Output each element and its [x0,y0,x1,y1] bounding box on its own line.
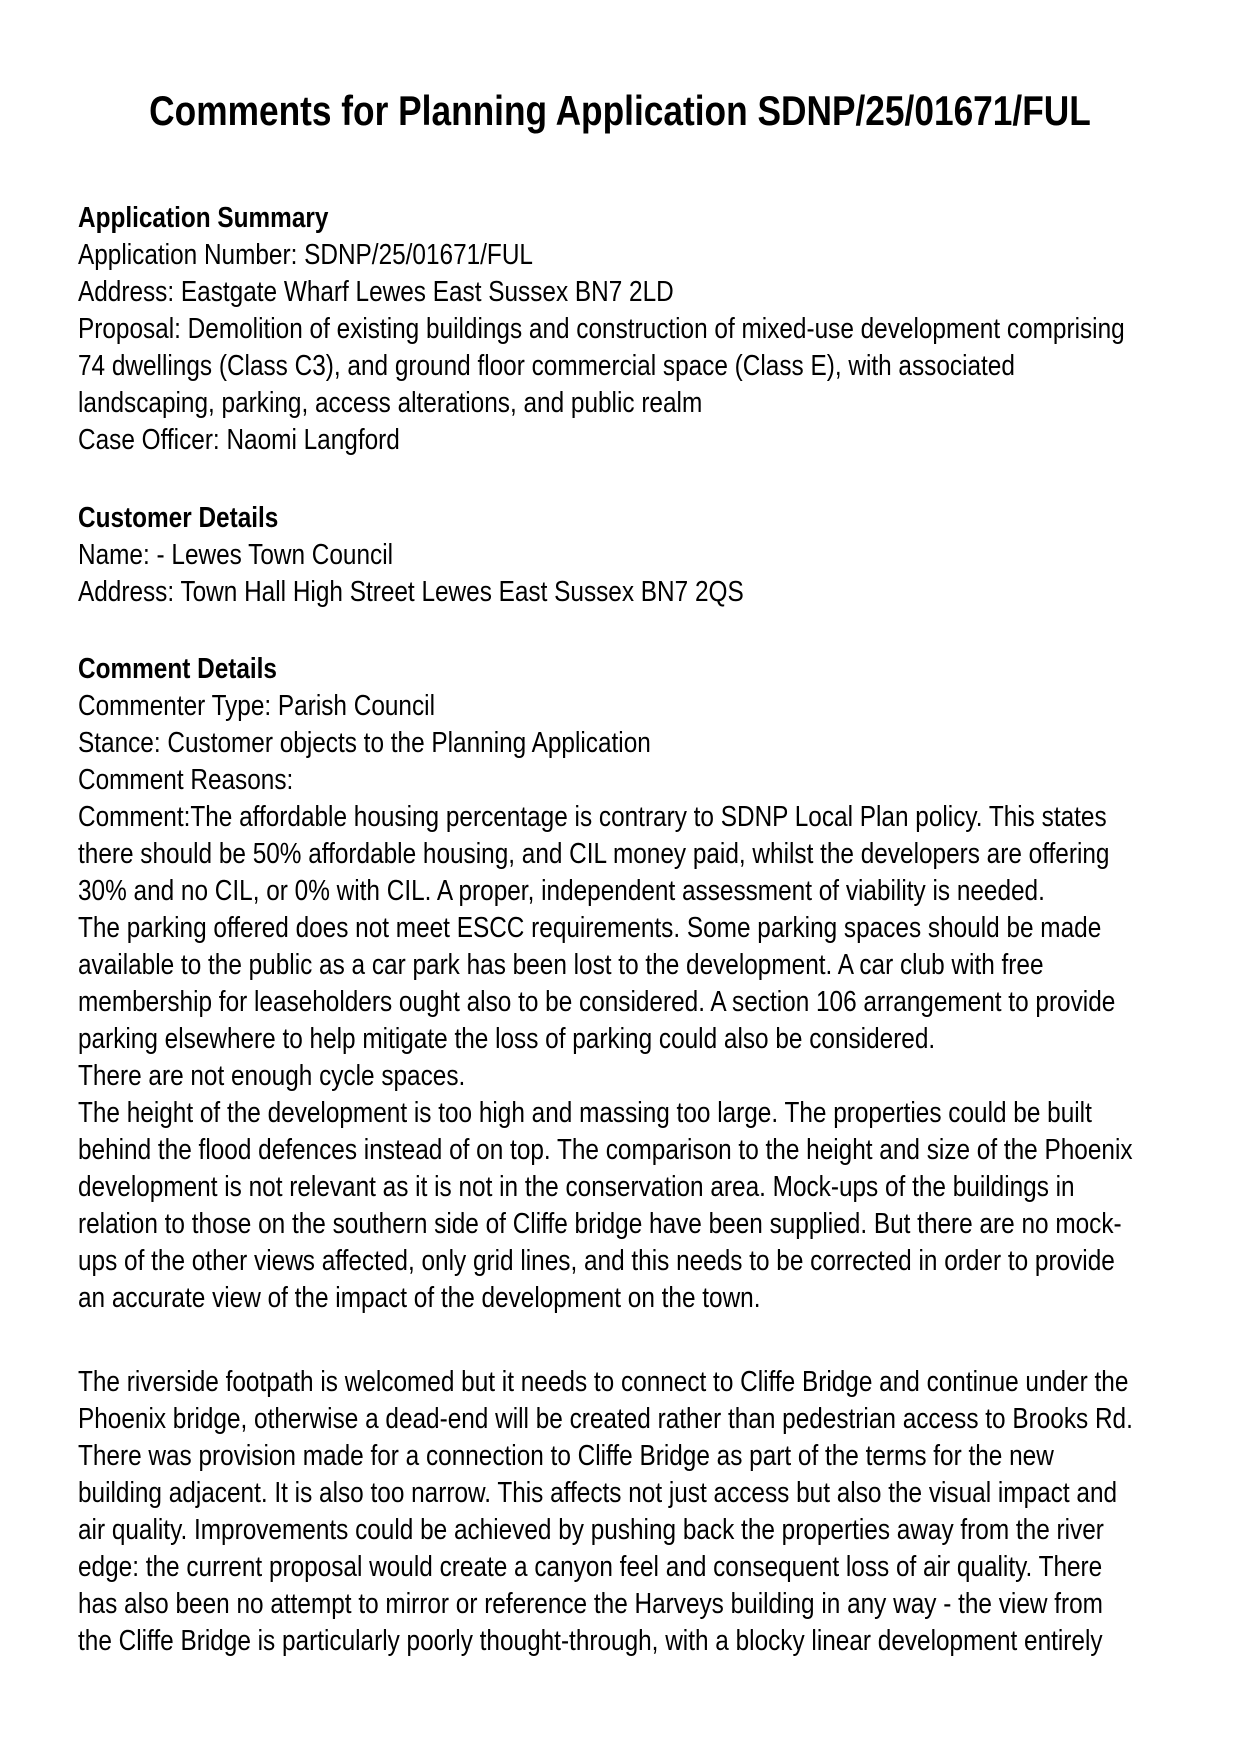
text-line: Name: - Lewes Town Council [78,539,394,571]
text-line: has also been no attempt to mirror or reference the Harveys building in any way - the view from [78,1588,1103,1620]
text-line: edge: the current proposal would create a canyon feel and consequent loss of air quality. There [78,1551,1103,1583]
text-line: an accurate view of the impact of the development on the town. [78,1282,761,1314]
text-line: The riverside footpath is welcomed but it needs to connect to Cliffe Bridge and continue under the [78,1366,1129,1398]
page-title-row [78,88,1162,134]
text-line: available to the public as a car park has been lost to the development. A car club with free [78,949,1044,981]
page-title: Comments for Planning Application SDNP/25/01671/FUL [149,87,1091,134]
text-line: membership for leaseholders ought also to be considered. A section 106 arrangement to provide [78,986,1116,1018]
text-line: There was provision made for a connection to Cliffe Bridge as part of the terms for the new [78,1440,1054,1472]
section-comment-details [78,651,1162,1317]
text-line: Commenter Type: Parish Council [78,690,435,722]
section-customer-details [78,500,1162,611]
text-line: landscaping, parking, access alterations, and public realm [78,387,703,419]
text-line: parking elsewhere to help mitigate the loss of parking could also be considered. [78,1023,936,1055]
text-line: Stance: Customer objects to the Planning Application [78,727,651,759]
text-line: behind the flood defences instead of on top. The comparison to the height and size of the Phoenix [78,1134,1133,1166]
text-line: building adjacent. It is also too narrow. This affects not just access but also the visual impact and [78,1477,1118,1509]
text-line: Comment:The affordable housing percentage is contrary to SDNP Local Plan policy. This states [78,801,1107,833]
text-line: Phoenix bridge, otherwise a dead-end will be created rather than pedestrian access to Brooks Rd. [78,1403,1133,1435]
text-line: there should be 50% affordable housing, and CIL money paid, whilst the developers are offering [78,838,1110,870]
text-line: The height of the development is too high and massing too large. The properties could be built [78,1097,1092,1129]
text-line: There are not enough cycle spaces. [78,1060,466,1092]
section-body-comment-details [78,688,1162,1317]
text-line: Application Number: SDNP/25/01671/FUL [78,239,533,271]
section-body-application-summary [78,237,1162,459]
closing-paragraph [78,1364,1162,1660]
text-line: relation to those on the southern side of Cliffe bridge have been supplied. But there are no mock- [78,1208,1122,1240]
text-line: air quality. Improvements could be achieved by pushing back the properties away from the river [78,1514,1104,1546]
text-line: Case Officer: Naomi Langford [78,424,400,456]
section-heading-customer-details: Customer Details [78,502,279,534]
text-line: The parking offered does not meet ESCC requirements. Some parking spaces should be made [78,912,1102,944]
text-line: Comment Reasons: [78,764,294,796]
section-heading-application-summary: Application Summary [78,202,329,234]
text-line: Proposal: Demolition of existing buildings and construction of mixed-use development comprising [78,313,1125,345]
text-line: ups of the other views affected, only grid lines, and this needs to be corrected in order to provide [78,1245,1115,1277]
text-line: the Cliffe Bridge is particularly poorly thought-through, with a blocky linear development entirely [78,1625,1103,1657]
text-line: Address: Eastgate Wharf Lewes East Sussex BN7 2LD [78,276,674,308]
text-line: 30% and no CIL, or 0% with CIL. A proper, independent assessment of viability is needed. [78,875,1045,907]
section-heading-comment-details: Comment Details [78,653,277,685]
text-line: development is not relevant as it is not in the conservation area. Mock-ups of the buildings in [78,1171,1075,1203]
text-line: Address: Town Hall High Street Lewes East Sussex BN7 2QS [78,576,744,608]
section-application-summary [78,200,1162,459]
section-body-customer-details [78,537,1162,611]
text-line: 74 dwellings (Class C3), and ground floor commercial space (Class E), with associated [78,350,1015,382]
